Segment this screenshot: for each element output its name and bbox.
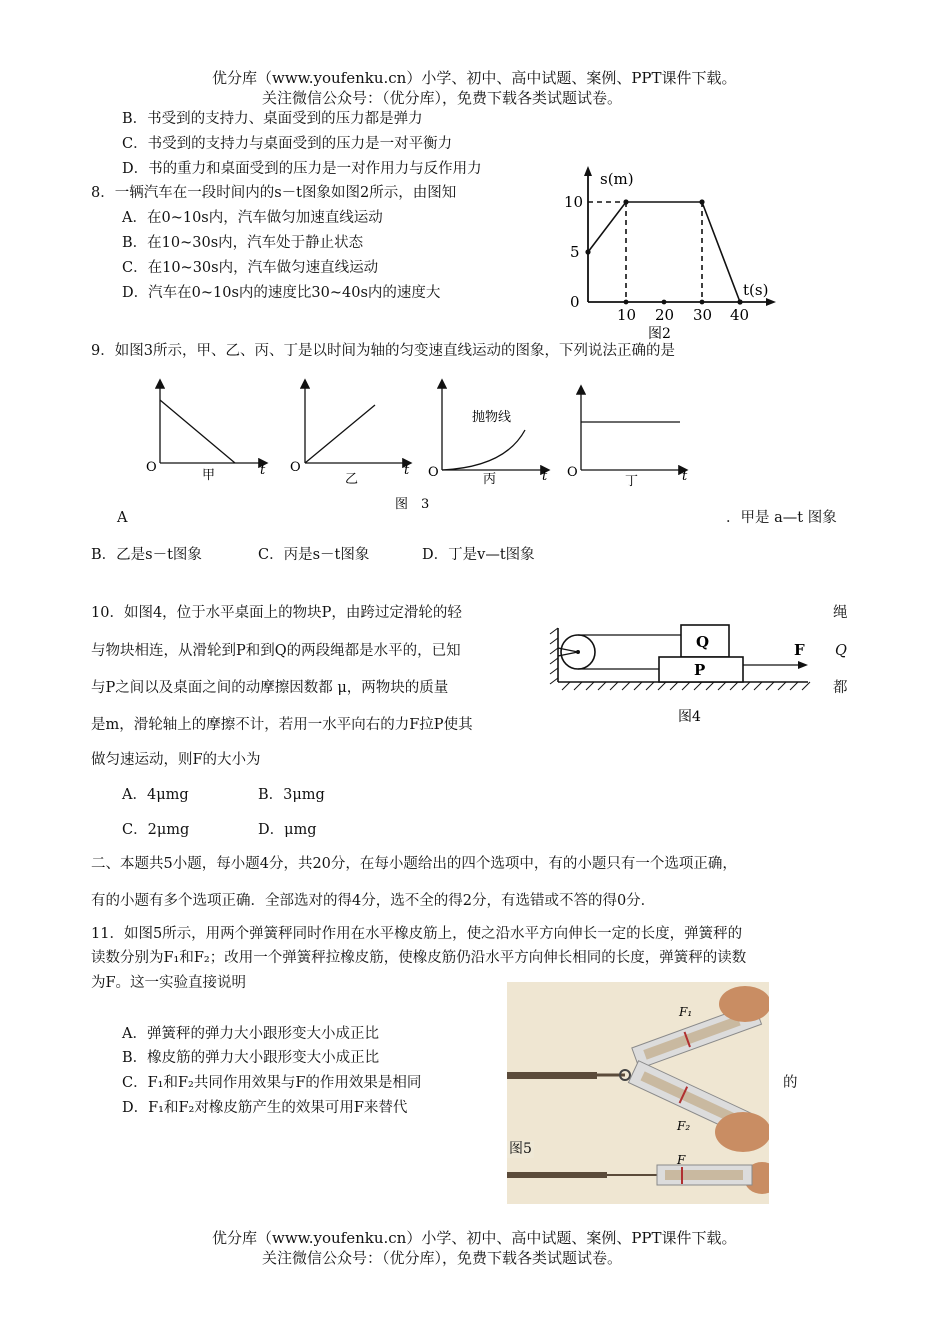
section-2-line-1: 二、本题共5小题，每小题4分，共20分，在每小题给出的四个选项中，有的小题只有一个选项正确， [91, 856, 737, 872]
fig2-x-label: t(s) [743, 281, 769, 299]
q10-option-b: B．3μmg [258, 787, 325, 803]
fig2-ytick-10: 10 [564, 193, 584, 211]
header-line-1: 优分库（www.youfenku.cn）小学、初中、高中试题、案例、PPT课件下载。 [212, 69, 737, 87]
q10-line-1-right: 绳 [833, 605, 848, 621]
block-q-label: Q [696, 633, 710, 651]
graph-jia-origin: O [146, 460, 157, 475]
force-f-label: F [794, 641, 805, 659]
q11-option-c: C．F₁和F₂共同作用效果与F的作用效果是相同 [122, 1075, 422, 1091]
fig2-x-tick-dot [624, 300, 629, 305]
q10-option-d: D．μmg [258, 822, 317, 838]
q11-option-b: B．橡皮筋的弹力大小跟形变大小成正比 [122, 1050, 380, 1066]
graph-jia [160, 381, 266, 463]
q7-option-d: D．书的重力和桌面受到的压力是一对作用力与反作用力 [122, 161, 482, 177]
graph-jia-line [160, 400, 235, 463]
fig2-x-tick-dot [700, 300, 705, 305]
graph-bing-curve [442, 430, 525, 470]
fig2-x-tick-dot [738, 300, 743, 305]
q9-option-a-letter: A [117, 510, 128, 526]
block-p-label: P [694, 661, 706, 679]
graph-ding-origin: O [567, 465, 578, 480]
q11-option-d: D．F₁和F₂对橡皮筋产生的效果可用F来替代 [122, 1100, 408, 1116]
q7-option-c: C．书受到的支持力与桌面受到的压力是一对平衡力 [122, 136, 453, 152]
q11-line-2: 读数分别为F₁和F₂；改用一个弹簧秤拉橡皮筋，使橡皮筋仍沿水平方向伸长相同的长度，弹簧秤的读数 [91, 950, 747, 966]
fig2-ytick-0: 0 [570, 293, 580, 311]
figure-2-st-graph [560, 162, 790, 347]
graph-yi-t: t [404, 463, 410, 478]
q10-line-2: 与物块相连，从滑轮到P和到Q的两段绳都是水平的，已知 [91, 643, 461, 659]
q10-line-3: 与P之间以及桌面之间的动摩擦因数都 μ，两物块的质量 [91, 680, 449, 696]
graph-bing-origin: O [428, 465, 439, 480]
figure-3-graphs [140, 375, 700, 515]
figure-5-photo [507, 982, 769, 1204]
photo-label-f2: F₂ [677, 1119, 691, 1133]
section-2-line-2: 有的小题有多个选项正确．全部选对的得4分，选不全的得2分，有选错或不答的得0分． [91, 893, 656, 909]
graph-ding-t: t [682, 469, 688, 484]
fig2-xtick-30: 30 [693, 306, 713, 324]
q9-option-d: D．丁是v—t图象 [422, 547, 535, 563]
figure-5-caption: 图5 [509, 1141, 532, 1157]
fig2-xtick-40: 40 [730, 306, 750, 324]
fig2-data-point [623, 199, 628, 204]
figure-4-pulley [548, 620, 813, 735]
graph-bing [442, 381, 548, 470]
q10-line-2-right: Q [835, 643, 847, 659]
q11-line-3: 为F。这一实验直接说明 [91, 975, 247, 991]
q9-option-c: C．丙是s－t图象 [258, 547, 370, 563]
graph-yi-label: 乙 [345, 472, 359, 487]
photo-label-f: F [677, 1153, 686, 1167]
fig2-x-tick-dot [662, 300, 667, 305]
q10-line-5: 做匀速运动，则F的大小为 [91, 752, 261, 768]
graph-yi-line [305, 405, 375, 463]
graph-ding [581, 387, 686, 470]
q10-line-1: 10．如图4，位于水平桌面上的物块P，由跨过定滑轮的轻 [91, 605, 462, 621]
fig2-ytick-5: 5 [570, 243, 580, 261]
q10-line-4: 是m，滑轮轴上的摩擦不计，若用一水平向右的力F拉P使其 [91, 717, 473, 733]
graph-ding-label: 丁 [625, 474, 639, 489]
graph-bing-label: 丙 [483, 472, 497, 487]
fig2-caption: 图2 [648, 326, 671, 342]
fig2-data-point [699, 199, 704, 204]
q8-option-b: B．在10~30s内，汽车处于静止状态 [122, 235, 364, 251]
q8-stem: 8．一辆汽车在一段时间内的s－t图象如图2所示，由图知 [91, 185, 457, 201]
q8-option-a: A．在0~10s内，汽车做匀加速直线运动 [122, 210, 383, 226]
q10-option-c: C．2μmg [122, 822, 190, 838]
graph-bing-note: 抛物线 [472, 410, 512, 425]
graph-jia-t: t [260, 463, 266, 478]
figure-3-caption: 图 3 [395, 497, 430, 512]
fig2-xtick-10: 10 [617, 306, 637, 324]
photo-label-f1: F₁ [679, 1005, 693, 1019]
figure-4-caption: 图4 [678, 709, 701, 725]
fig2-xtick-20: 20 [655, 306, 675, 324]
q7-option-b: B．书受到的支持力、桌面受到的压力都是弹力 [122, 111, 423, 127]
footer-line-2: 关注微信公众号：（优分库），免费下载各类试题试卷。 [262, 1249, 623, 1267]
q9-stem: 9．如图3所示，甲、乙、丙、丁是以时间为轴的匀变速直线运动的图象，下列说法正确的是 [91, 343, 675, 359]
graph-yi-origin: O [290, 460, 301, 475]
q11-option-a: A．弹簧秤的弹力大小跟形变大小成正比 [122, 1026, 379, 1042]
footer-line-1: 优分库（www.youfenku.cn）小学、初中、高中试题、案例、PPT课件下载。 [212, 1229, 737, 1247]
q11-line-1: 11．如图5所示，用两个弹簧秤同时作用在水平橡皮筋上，使之沿水平方向伸长一定的长度，弹簧秤的 [91, 926, 743, 942]
q10-line-3-right: 都 [833, 680, 848, 696]
q8-option-c: C．在10~30s内，汽车做匀速直线运动 [122, 260, 379, 276]
q9-option-a-text: ．甲是 a—t 图象 [726, 510, 837, 526]
graph-bing-t: t [542, 469, 548, 484]
graph-jia-label: 甲 [202, 468, 216, 483]
graph-yi [305, 381, 410, 463]
fig2-data-point [585, 249, 590, 254]
q11-option-c-tail: 的 [783, 1075, 798, 1091]
q8-option-d: D．汽车在0~10s内的速度比30~40s内的速度大 [122, 285, 441, 301]
header-line-2: 关注微信公众号：（优分库），免费下载各类试题试卷。 [262, 89, 623, 107]
q9-option-b: B．乙是s－t图象 [91, 547, 202, 563]
fig2-y-label: s(m) [600, 170, 634, 188]
fig2-series-line [588, 202, 740, 302]
q10-option-a: A．4μmg [122, 787, 189, 803]
